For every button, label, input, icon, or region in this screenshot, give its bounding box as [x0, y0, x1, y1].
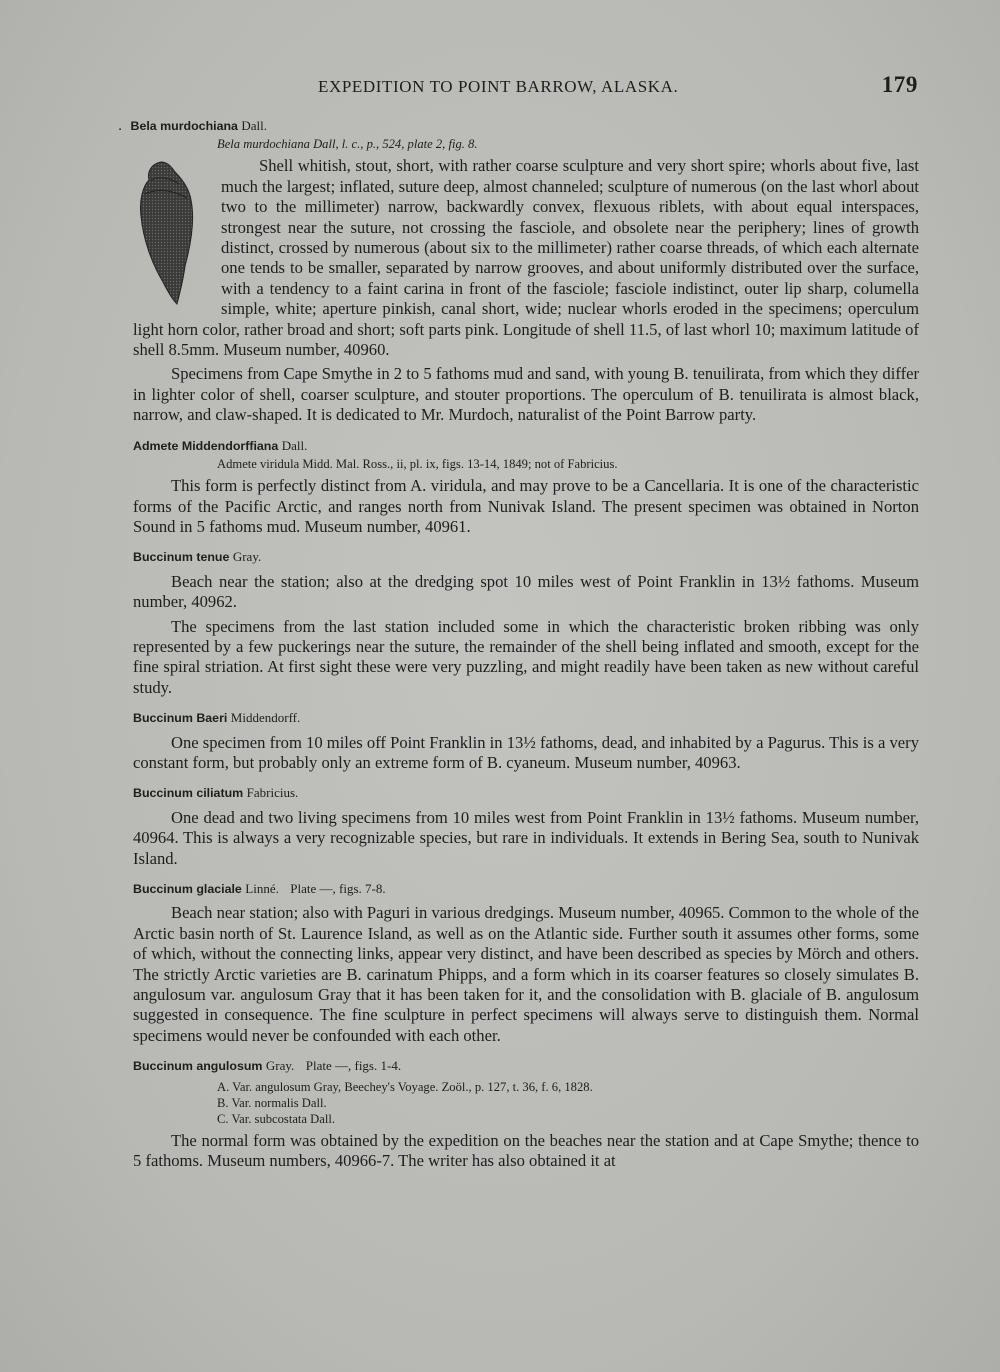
- remarks-paragraph: This form is perfectly distinct from A. viridula, and may prove to be a Cancellaria. It is one of the characteristic forms of the Pacific Arctic, and ranges north from Nunivak Island. The present specimen was obtained in Norton Sound in 5 fathoms mud. Museum number, 40961.: [133, 476, 919, 536]
- locality-paragraph: Beach near the station; also at the dredging spot 10 miles west of Point Franklin in 13½ fathoms. Museum number, 40962.: [133, 571, 919, 612]
- page-number: 179: [881, 72, 918, 97]
- species-name: Buccinum angulosum: [133, 1059, 263, 1074]
- entry-buccinum-angulosum: [133, 1056, 919, 1171]
- species-heading: . Bela murdochiana Dall.: [118, 117, 268, 134]
- shell-figure: [133, 154, 215, 309]
- plate-reference: Plate —, figs. 7-8.: [290, 881, 386, 896]
- entry-admete-middendorffiana: [133, 436, 919, 538]
- text-column: [118, 116, 919, 1171]
- species-heading: [133, 783, 919, 803]
- running-title: EXPEDITION TO POINT BARROW, ALASKA.: [318, 77, 679, 96]
- entry-buccinum-ciliatum: [133, 783, 919, 869]
- species-heading: [133, 708, 919, 728]
- species-author: Fabricius.: [246, 785, 299, 801]
- species-heading: [133, 547, 919, 567]
- species-name: Buccinum Baeri: [133, 711, 228, 726]
- species-name: Buccinum tenue: [133, 550, 230, 565]
- entry-buccinum-tenue: [133, 547, 919, 698]
- species-name: Buccinum ciliatum: [133, 786, 244, 801]
- species-author: Gray.: [232, 549, 262, 565]
- remarks-paragraph: The normal form was obtained by the expedition on the beaches near the station and at Cape Smythe; thence to 5 fathoms. Museum numbers, 40966-7. The writer has also obtained it at: [133, 1130, 919, 1171]
- plate-reference: Plate —, figs. 1-4.: [305, 1058, 402, 1074]
- entry-buccinum-glaciale: [133, 879, 919, 1046]
- entry-buccinum-baeri: [133, 708, 919, 773]
- variety-item: B. Var. normalis Dall.: [217, 1095, 327, 1110]
- species-author: Middendorff.: [230, 710, 301, 726]
- variety-item: A. Var. angulosum Gray, Beechey's Voyage. Zoöl., p. 127, t. 36, f. 6, 1828.: [217, 1079, 593, 1094]
- variety-item: C. Var. subcostata Dall.: [217, 1111, 335, 1126]
- shell-illustration-icon: [133, 154, 215, 309]
- description-paragraph: Shell whitish, stout, short, with rather coarse sculpture and very short spire; whorls about five, last much the largest; inflated, suture deep, almost channeled; sculpture of numerous (on the last whorl about two to the millimeter) narrow, backwardly convex, flexuous riblets, with about equal interspaces, strongest near the suture, not crossing the fasciole, and obsolete near the periphery; lines of growth distinct, crossed by numerous (about six to the millimeter) rather coarse threads, of which each alternate one tends to be smaller, separated by narrow grooves, and about uniformly distributed over the surface, with a tendency to a faint carina in front of the fasciole; fasciole indistinct, outer lip sharp, columella simple, white; aperture pinkish, canal short, wide; nuclear whorls eroded in the specimens; operculum light horn color, rather broad and short; soft parts pink. Longitude of shell 11.5, of last whorl 10; maximum latitude of shell 8.5mm. Museum number, 40960.: [133, 156, 919, 360]
- remarks-paragraph: Specimens from Cape Smythe in 2 to 5 fathoms mud and sand, with young B. tenuilirata, from which they differ in lighter color of shell, coarser sculpture, and stouter proportions. The operculum of B. tenuilirata is almost black, narrow, and claw-shaped. It is dedicated to Mr. Murdoch, naturalist of the Point Barrow party.: [133, 364, 919, 425]
- remarks-paragraph: One dead and two living specimens from 10 miles west from Point Franklin in 13½ fathoms. Museum number, 40964. This is always a very recognizable species, but rare in individuals. It extends in Bering Sea, south to Nunivak Island.: [133, 807, 919, 868]
- species-name: Buccinum glaciale: [133, 882, 242, 896]
- remarks-paragraph: Beach near station; also with Paguri in various dredgings. Museum number, 40965. Common to the whole of the Arctic basin north of St. Laurence Island, as well as on the Atlantic side. Further south it assumes other forms, some of which, without the connecting links, appear very distinct, and have been described as species by Mörch and others. The strictly Arctic varieties are B. carinatum Phipps, and a form which in its coarser features so closely simulates B. angulosum var. angulosum Gray that it has been taken for it, and the consolidation with B. glaciale of B. angulosum suggested in consequence. The fine sculpture in perfect specimens will always serve to distinguish them. Normal specimens would never be confounded with each other.: [133, 903, 919, 1045]
- synonymy: Admete viridula Midd. Mal. Ross., ii, pl. ix, figs. 13-14, 1849; not of Fabricius.: [217, 457, 618, 472]
- species-author: Gray.: [265, 1058, 295, 1074]
- species-name: Bela murdochiana: [130, 119, 238, 133]
- remarks-paragraph: The specimens from the last station included some in which the characteristic broken ribbing was only represented by a few puckerings near the suture, the remainder of the shell being inflated and smooth, except for the fine spiral striation. At first sight these were very puzzling, and might readily have been taken as new without careful study.: [133, 616, 919, 697]
- variety-list: [133, 1079, 919, 1127]
- species-heading: [133, 1056, 919, 1076]
- species-author: Dall.: [241, 118, 268, 133]
- species-heading: [133, 879, 919, 899]
- species-heading: [133, 436, 919, 456]
- species-author: Dall.: [281, 437, 308, 453]
- species-name: Admete Middendorffiana: [133, 438, 279, 453]
- running-header: [318, 72, 918, 97]
- synonymy: Bela murdochiana Dall, l. c., p., 524, plate 2, fig. 8.: [217, 137, 478, 152]
- species-author: Linné.: [245, 881, 279, 896]
- entry-bela-murdochiana: [118, 116, 919, 426]
- remarks-paragraph: One specimen from 10 miles off Point Franklin in 13½ fathoms, dead, and inhabited by a Pagurus. This is a very constant form, but probably only an extreme form of B. cyaneum. Museum number, 40963.: [133, 732, 919, 772]
